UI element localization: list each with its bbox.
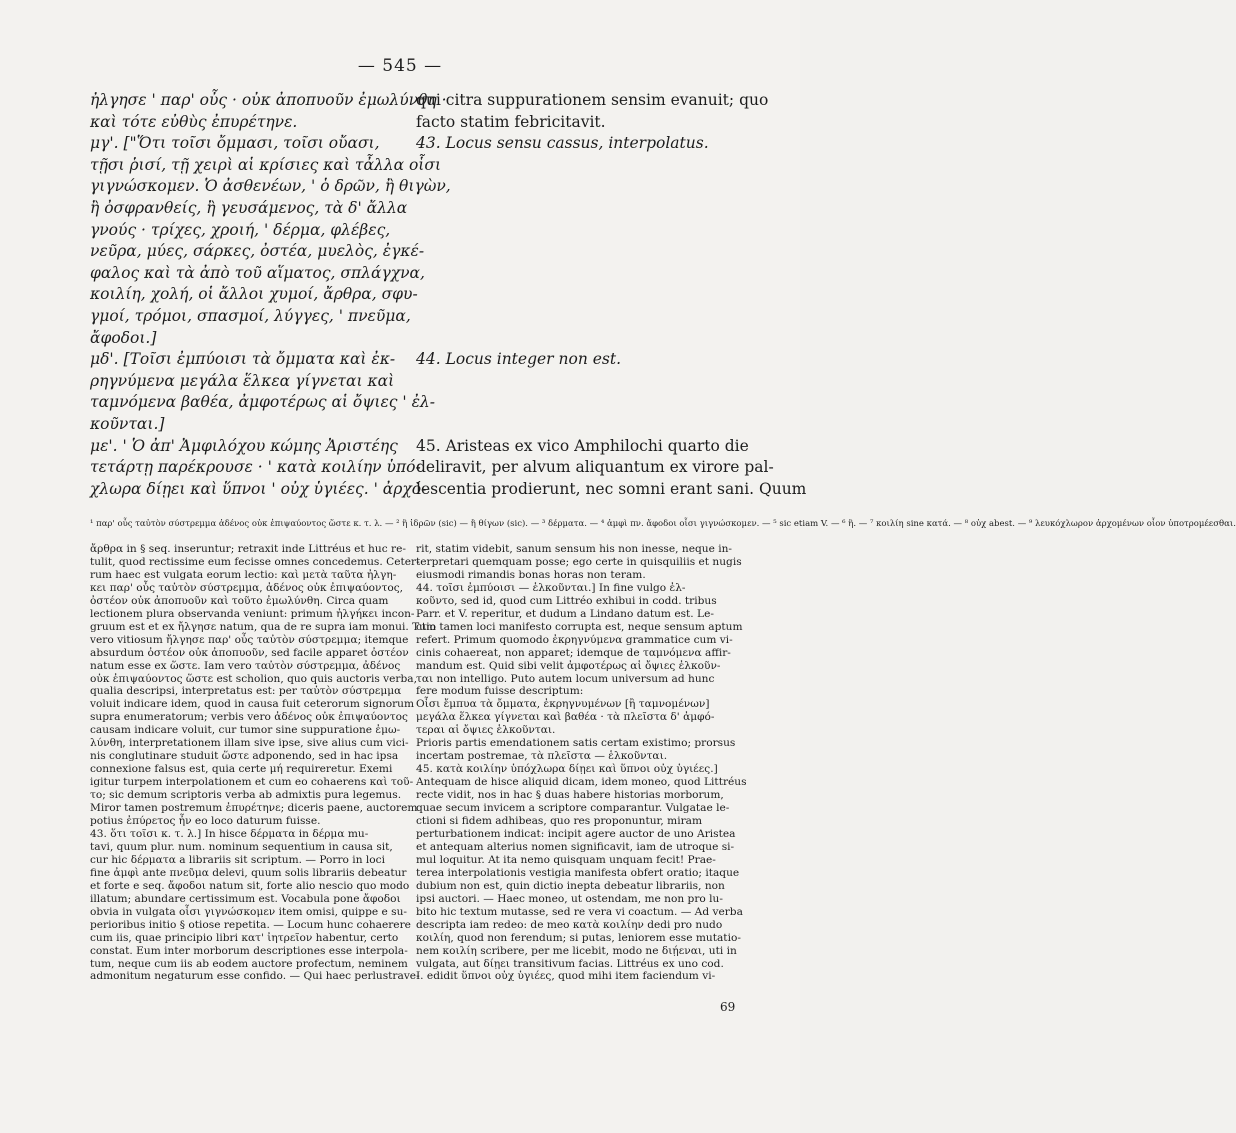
commentary-line: cur hic δέρματα a librariis sit scriptum. — Porro in loci: [90, 853, 385, 866]
commentary-line: illatum; abundare certissimum est. Vocabula pone ἄφοδοι: [90, 892, 401, 905]
commentary-line: το; sic demum scriptoris verba ab admixtis pura legemus.: [90, 789, 402, 802]
commentary-line: igitur turpem interpolationem et cum eo cohaerens καὶ τοῦ-: [90, 776, 414, 789]
commentary-line: I. edidit ὕπνοι οὐχ ὑγιέες, quod mihi item faciendum vi-: [416, 970, 716, 983]
commentary-line: cum iis, quae principio libri κατ' ἰητρεῖον habentur, certo: [90, 931, 399, 944]
greek-text-line: γνούς · τρίχες, χροιή, ' δέρμα, φλέβες,: [90, 220, 391, 239]
commentary-line: absurdum ὀστέον οὐκ ἀποπυοῦν, sed facile apparet ὀστέον: [90, 646, 409, 659]
commentary-line: natum esse ex ὥστε. Iam vero ταὐτὸν σύστρεμμα, ἀδένος: [90, 659, 401, 672]
footnotes: ¹ παρ' οὖς ταὐτὸν σύστρεμμα ἀδένος οὐκ ἐπιψαύοντος ὥστε κ. τ. λ. — ² ἢ ἰδρῶν (sic) — ἢ θίγων (sic). — ³ δέρματα. — ⁴ ἀμφὶ πν. ἄφοδοι οἷσι γιγνώσκομεν. — ⁵ sic etiam V. — ⁶ ἢ. — ⁷ κοιλίη sine κατά. — ⁸ οὐχ abest. — ⁹ λευκόχλωρον ἀρχομένων οἷον ὑποτρομέεσθαι.: [90, 519, 1236, 529]
commentary-line: ctioni si fidem adhibeas, quo res proponuntur, miram: [416, 815, 703, 828]
commentary-line: connexione falsus est, quia certe μή requireretur. Exemi: [90, 763, 393, 776]
latin-text-line: [416, 392, 752, 414]
commentary-line: μεγάλα ἕλκεα γίγνεται καὶ βαθέα · τὰ πλεῖστα δ' ἀμφό-: [416, 711, 715, 724]
commentary-line: gruum est et ex ἤλγησε natum, qua de re supra iam monui. Tum: [90, 620, 437, 633]
greek-text-line: ἠλγησε ' παρ' οὖς · οὐκ ἀποπυοῦν ἐμωλύνθη ·: [90, 91, 447, 109]
commentary-line: Οἷσι ἔμπυα τὰ ὄμματα, ἐκρηγνυμένων [ἢ ταμνομένων]: [416, 698, 710, 711]
commentary-line: τεραι αἱ ὄψιες ἑλκοῦνται.: [416, 724, 556, 737]
commentary-line: Parr. et V. reperitur, et dudum a Lindano datum est. Le-: [416, 607, 714, 620]
commentary-line: 44. τοῖσι ἐμπύοισι — ἑλκοῦνται.] In fine vulgo ἐλ-: [416, 581, 686, 594]
latin-text-line: [416, 284, 752, 306]
greek-text-line: με'. ' Ὁ ἀπ' Ἀμφιλόχου κώμης Ἀριστέης: [90, 436, 398, 455]
commentary-line: nem κοιλίη scribere, per me licebit, modo ne διῄεναι, uti in: [416, 944, 737, 957]
commentary-line: voluit indicare idem, quod in causa fuit ceterorum signorum: [90, 698, 415, 711]
commentary-line: et antequam alterius nomen significavit, iam de utroque si-: [416, 840, 735, 853]
latin-text-line: deliravit, per alvum aliquantum ex virore pal-: [416, 458, 774, 477]
commentary-line: κοῦντο, sed id, quod cum Littréo exhibui in codd. tribus: [416, 594, 717, 607]
latin-text-line: [416, 241, 752, 263]
greek-text-column: [90, 90, 451, 500]
commentary-line: incertam postremae, τὰ πλεῖστα — ἑλκοῦνται.: [416, 750, 668, 763]
commentary-line: κει παρ' οὖς ταὐτὸν σύστρεμμα, ἀδένος οὐκ ἐπιψαύοντος,: [90, 581, 404, 594]
commentary-line: Antequam de hisce aliquid dicam, idem moneo, quod Littréus: [416, 776, 747, 789]
commentary-line: nis conglutinare studuit ὥστε adponendo, sed in hac ipsa: [90, 750, 399, 763]
commentary-line: causam indicare voluit, cur tumor sine suppuratione ἐμω-: [90, 724, 401, 737]
commentary-line: potius ἐπύρετος ἦν eo loco daturum fuisse.: [90, 815, 321, 828]
commentary-line: obvia in vulgata οἷσι γιγνώσκομεν item omisi, quippe e su-: [90, 905, 407, 918]
commentary-line: ipsi auctori. — Haec moneo, ut ostendam, me non pro lu-: [416, 892, 723, 905]
greek-text-line: χλωρα δίῃει καὶ ὕπνοι ' οὐχ ὑγιέες. ' ἀρχό-: [90, 479, 427, 498]
commentary-line: dubium non est, quin dictio inepta debeatur librariis, non: [416, 879, 725, 892]
greek-text-line: γιγνώσκομεν. Ὁ ἀσθενέων, ' ὁ δρῶν, ἢ θιγὼν,: [90, 177, 451, 196]
commentary-line: fine ἀμφὶ ante πνεῦμα delevi, quum solis librariis debeatur: [90, 866, 407, 879]
commentary-line: bito hic textum mutasse, sed re vera vi coactum. — Ad verba: [416, 905, 743, 918]
commentary-line: tavi, quum plur. num. nominum sequentium in causa sit,: [90, 840, 393, 853]
commentary-line: lectionem plura observanda veniunt: primum ἠλγήκει incon-: [90, 607, 415, 620]
greek-text-line: νεῦρα, μύες, σάρκες, ὀστέα, μυελὸς, ἐγκέ-: [90, 242, 425, 261]
commentary-line: fere modum fuisse descriptum:: [416, 685, 584, 698]
latin-text-line: [416, 306, 752, 328]
greek-text-line: τῇσι ῥισί, τῇ χειρὶ αἱ κρίσιες καὶ τἆλλα οἷσι: [90, 155, 442, 174]
commentary-line: ctio tamen loci manifesto corrupta est, neque sensum aptum: [416, 620, 743, 633]
commentary-line: Miror tamen postremum ἐπυρέτηνε; diceris paene, auctorem: [90, 802, 418, 815]
commentary-line: quae secum invicem a scriptore comparantur. Vulgatae le-: [416, 802, 730, 815]
latin-text-line: [416, 263, 752, 285]
latin-text-line: [416, 414, 752, 436]
commentary-line: κοιλίη, quod non ferendum; si putas, leniorem esse mutatio-: [416, 931, 741, 944]
commentary-line: perturbationem indicat: incipit agere auctor de uno Aristea: [416, 827, 736, 840]
commentary-line: mandum est. Quid sibi velit ἀμφοτέρως αἱ ὄψιες ἐλκοῦν-: [416, 659, 721, 672]
commentary-line: recte vidit, nos in hac § duas habere historias morborum,: [416, 789, 724, 802]
commentary-line: Prioris partis emendationem satis certam existimo; prorsus: [416, 737, 736, 750]
latin-text-line: qui citra suppurationem sensim evanuit; quo: [416, 91, 769, 109]
greek-text-line: ἢ ὀσφρανθείς, ἢ γευσάμενος, τὰ δ' ἄλλα: [90, 198, 408, 217]
commentary-line: terpretari quemquam posse; ego certe in quisquiliis et nugis: [416, 555, 742, 568]
commentary-line: οὐκ ἐπιψαύοντος ὥστε est scholion, quo quis auctoris verba,: [90, 672, 417, 685]
commentary-right-column: [416, 543, 752, 983]
commentary-line: tulit, quod rectissime eum fecisse omnes concedemus. Ceter-: [90, 555, 420, 568]
greek-text-line: μγ'. ["Ὅτι τοῖσι ὄμμασι, τοῖσι οὔασι,: [90, 134, 380, 153]
commentary-line: cinis cohaereat, non apparet; idemque de ταμνόμενα affir-: [416, 646, 731, 659]
commentary-line: ἄρθρα in § seq. inseruntur; retraxit inde Littréus et huc re-: [90, 543, 406, 555]
latin-text-line: lescentia prodierunt, nec somni erant sani. Quum: [416, 479, 807, 498]
commentary-line: tum, neque cum iis ab eodem auctore profectum, neminem: [90, 957, 408, 970]
latin-text-line: facto statim febricitavit.: [416, 112, 606, 131]
commentary-line: supra enumeratorum; verbis vero ἀδένος οὐκ ἐπιψαύοντος: [90, 711, 408, 724]
latin-translation-column: [416, 90, 807, 500]
commentary-line: ται non intelligo. Puto autem locum universum ad hunc: [416, 672, 715, 685]
commentary-line: 45. κατὰ κοιλίην ὑπόχλωρα δίῃει καὶ ὕπνοι οὐχ ὑγιέες.]: [416, 763, 718, 776]
greek-text-line: κοιλίη, χολή, οἱ ἄλλοι χυμοί, ἄρθρα, σφυ-: [90, 285, 418, 304]
latin-text-line: [416, 328, 752, 350]
latin-text-line: [416, 198, 752, 220]
greek-text-line: τετάρτῃ παρέκρουσε · ' κατὰ κοιλίην ὑπό-: [90, 458, 421, 477]
commentary-line: vero vitiosum ἤλγησε παρ' οὖς ταὐτὸν σύστρεμμα; itemque: [90, 633, 409, 646]
greek-text-line: γμοί, τρόμοι, σπασμοί, λύγγες, ' πνεῦμα,: [90, 306, 411, 325]
commentary-left-column: [90, 543, 437, 983]
commentary-line: perioribus initio § otiose repetita. — Locum hunc cohaerere: [90, 918, 411, 931]
commentary-line: rum haec est vulgata eorum lectio: καὶ μετὰ ταῦτα ἠλγη-: [90, 568, 397, 581]
latin-text-line: [416, 371, 752, 393]
commentary-line: rit, statim videbit, sanum sensum his non inesse, neque in-: [416, 543, 732, 555]
greek-text-line: φαλος καὶ τὰ ἀπὸ τοῦ αἵματος, σπλάγχνα,: [90, 263, 425, 282]
commentary-line: et forte e seq. ἄφοδοι natum sit, forte alio nescio quo modo: [90, 879, 410, 892]
greek-text-line: μδ'. [Τοῖσι ἐμπύοισι τὰ ὄμματα καὶ ἐκ-: [90, 350, 396, 369]
commentary-line: qualia descripsi, interpretatus est: per ταὐτὸν σύστρεμμα: [90, 685, 402, 698]
commentary-line: 43. ὅτι τοῖσι κ. τ. λ.] In hisce δέρματα in δέρμα mu-: [90, 827, 369, 840]
greek-text-line: ταμνόμενα βαθέα, ἀμφοτέρως αἱ ὄψιες ' ἐλ-: [90, 393, 435, 412]
latin-text-line: 44. Locus integer non est.: [416, 350, 622, 369]
greek-text-line: ρηγνύμενα μεγάλα ἕλκεα γίγνεται καὶ: [90, 371, 395, 390]
commentary-line: descripta iam redeo: de meo κατὰ κοιλίην dedi pro nudo: [416, 918, 723, 931]
greek-text-line: κοῦνται.]: [90, 414, 165, 433]
latin-text-line: [416, 176, 752, 198]
page-number: — 545 —: [357, 56, 443, 76]
commentary-line: λύνθη, interpretationem illam sive ipse, sive alius cum vici-: [90, 737, 409, 750]
commentary-line: ὀστέον οὐκ ἀποπυοῦν καὶ τοῦτο ἐμωλύνθη. Circa quam: [90, 594, 389, 607]
greek-text-line: ἄφοδοι.]: [90, 328, 157, 347]
commentary-line: mul loquitur. At ita nemo quisquam unquam fecit! Prae-: [416, 853, 716, 866]
signature-mark: 69: [720, 1000, 736, 1014]
commentary-line: terea interpolationis vestigia manifesta obfert oratio; itaque: [416, 866, 740, 879]
latin-text-line: [416, 220, 752, 242]
commentary-line: admonitum negaturum esse confido. — Qui haec perlustrave-: [90, 970, 420, 983]
latin-text-line: 45. Aristeas ex vico Amphilochi quarto die: [416, 436, 749, 455]
commentary-line: vulgata, aut δίῃει transitivum facias. Littréus ex uno cod.: [416, 957, 724, 970]
greek-text-line: καὶ τότε εὐθὺς ἐπυρέτηνε.: [90, 112, 298, 131]
commentary-line: constat. Eum inter morborum descriptiones esse interpola-: [90, 944, 408, 957]
commentary-line: eiusmodi rimandis bonas horas non teram.: [416, 568, 646, 581]
latin-text-line: [416, 155, 752, 177]
latin-text-line: 43. Locus sensu cassus, interpolatus.: [416, 134, 709, 153]
commentary-line: refert. Primum quomodo ἐκρηγνύμενα grammatice cum vi-: [416, 633, 733, 646]
